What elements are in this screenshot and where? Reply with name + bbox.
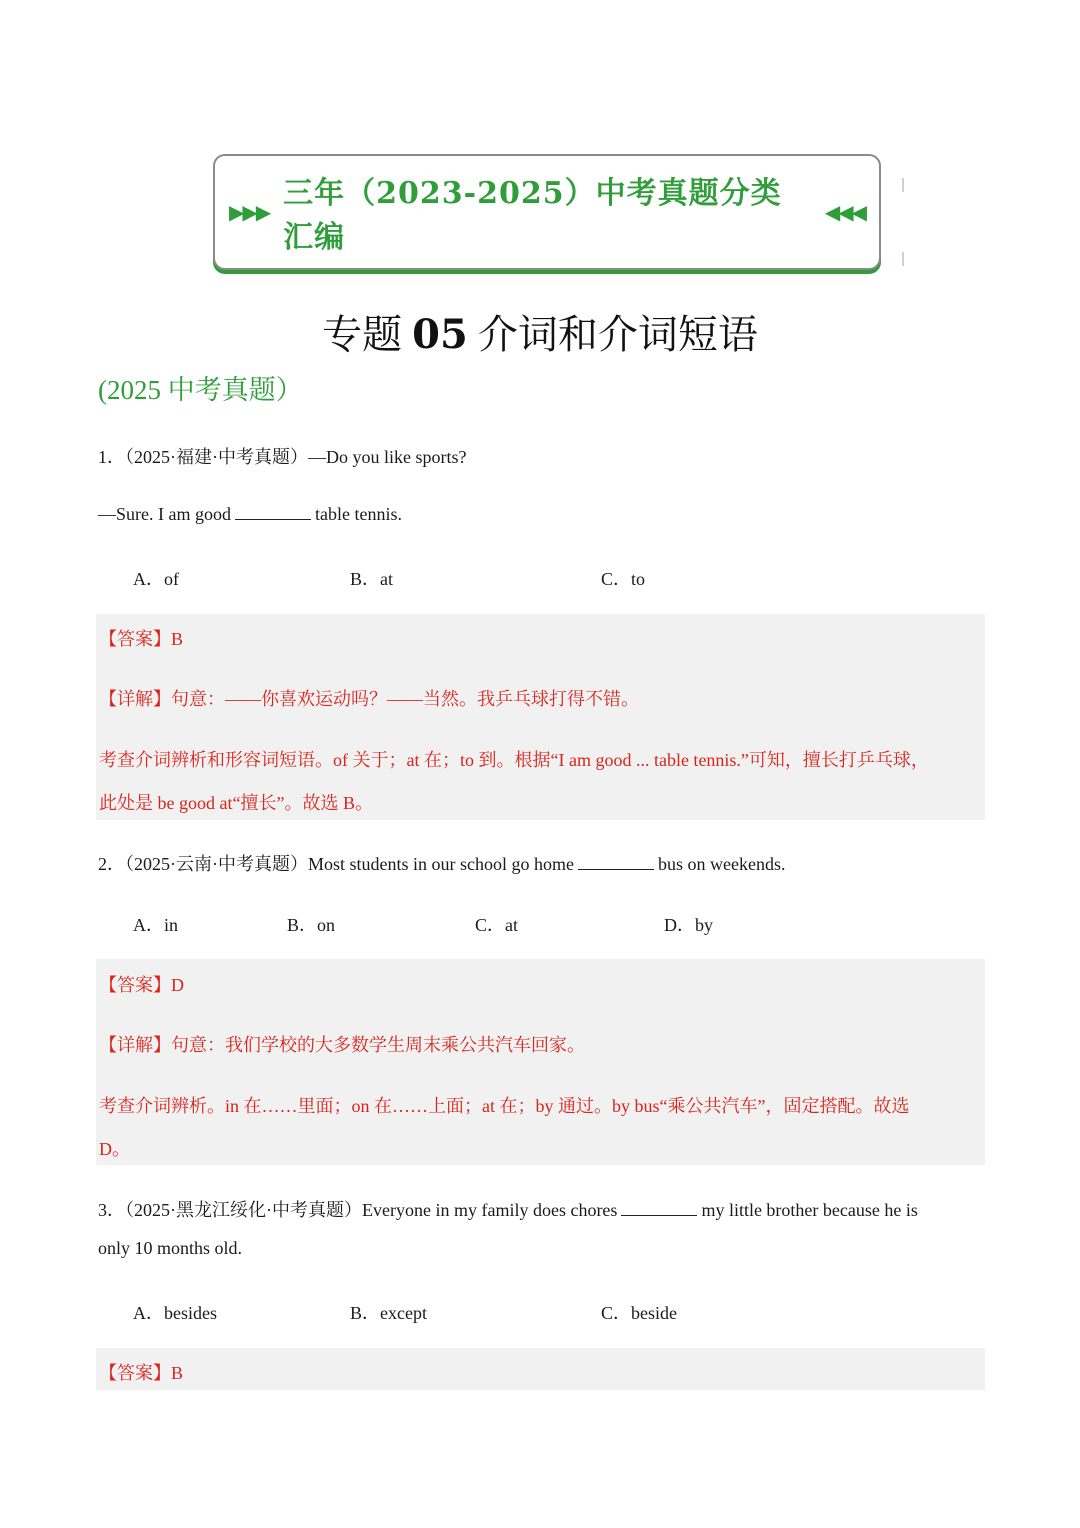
question-text: Everyone in my family does chores	[362, 1200, 618, 1220]
option-c: C．at	[475, 915, 518, 935]
title-number: 05	[412, 311, 468, 358]
explanation-line-1: 考查介词辨析和形容词短语。of 关于；at 在；to 到。根据“I am good ... table tennis.”可知，擅长打乒乓球，	[99, 750, 929, 770]
explanation-line-1: 考查介词辨析。in 在……里面；on 在……上面；at 在；by 通过。by bus“乘公共汽车”，固定搭配。故选	[99, 1096, 910, 1116]
question-source: （2025·云南·中考真题）	[125, 854, 308, 874]
option-c: C．beside	[601, 1303, 677, 1323]
question-3-stem	[98, 1196, 918, 1222]
question-text: table tennis.	[314, 504, 402, 524]
detail-label: 【详解】	[99, 689, 171, 709]
answer-label: 【答案】	[99, 1363, 171, 1383]
question-2-stem	[98, 850, 785, 876]
question-text: bus on weekends.	[658, 854, 786, 874]
option-b: B．on	[287, 915, 336, 935]
option-a: A．of	[133, 569, 179, 589]
series-banner	[213, 154, 881, 270]
answer-value: B	[171, 1363, 184, 1383]
answer-blank	[621, 1201, 697, 1216]
option-a: A．in	[133, 915, 178, 935]
option-b: B．at	[350, 569, 393, 589]
margin-mark-bottom	[902, 252, 904, 266]
right-arrows-icon: ◀◀◀	[824, 201, 865, 224]
option-b: B．except	[350, 1303, 427, 1323]
margin-mark-top	[902, 178, 904, 192]
section-heading: (2025 中考真题）	[98, 375, 303, 405]
detail-text: 句意：——你喜欢运动吗？——当然。我乒乓球打得不错。	[171, 689, 639, 709]
answer-line	[99, 1359, 183, 1385]
title-suffix: 介词和介词短语	[477, 312, 758, 358]
answer-line	[99, 971, 184, 997]
question-number: 1．	[98, 447, 125, 467]
answer-blank	[235, 505, 311, 520]
detail-text: 句意：我们学校的大多数学生周末乘公共汽车回家。	[171, 1035, 585, 1055]
option-a: A．besides	[133, 1303, 217, 1323]
question-text: —Do you like sports?	[308, 447, 467, 467]
answer-label: 【答案】	[99, 629, 171, 649]
question-text: —Sure. I am good	[98, 504, 231, 524]
question-source: （2025·黑龙江绥化·中考真题）	[125, 1200, 362, 1220]
answer-box-3	[96, 1348, 985, 1390]
detail-line	[99, 685, 639, 711]
answer-box-2	[96, 959, 985, 1165]
question-number: 3．	[98, 1200, 125, 1220]
question-source: （2025·福建·中考真题）	[125, 447, 308, 467]
answer-label: 【答案】	[99, 975, 171, 995]
question-text: my little brother because he is	[701, 1200, 918, 1220]
title-prefix: 专题	[322, 312, 403, 358]
answer-line	[99, 625, 183, 651]
explanation-line-2: D。	[99, 1139, 130, 1159]
page-title	[0, 303, 1080, 360]
question-3-line2: only 10 months old.	[98, 1238, 243, 1258]
detail-line	[99, 1031, 585, 1057]
answer-value: B	[171, 629, 184, 649]
question-text: Most students in our school go home	[308, 854, 574, 874]
answer-value: D	[171, 975, 184, 995]
detail-label: 【详解】	[99, 1035, 171, 1055]
question-number: 2．	[98, 854, 125, 874]
option-c: C．to	[601, 569, 646, 589]
question-1-line2	[98, 504, 402, 525]
option-d: D．by	[664, 915, 713, 935]
left-arrows-icon: ▶▶▶	[229, 201, 270, 224]
answer-blank	[578, 855, 654, 870]
question-1-stem	[98, 443, 466, 469]
explanation-line-2: 此处是 be good at“擅长”。故选 B。	[99, 793, 373, 813]
banner-title: 三年（2023-2025）中考真题分类汇编	[283, 176, 782, 255]
